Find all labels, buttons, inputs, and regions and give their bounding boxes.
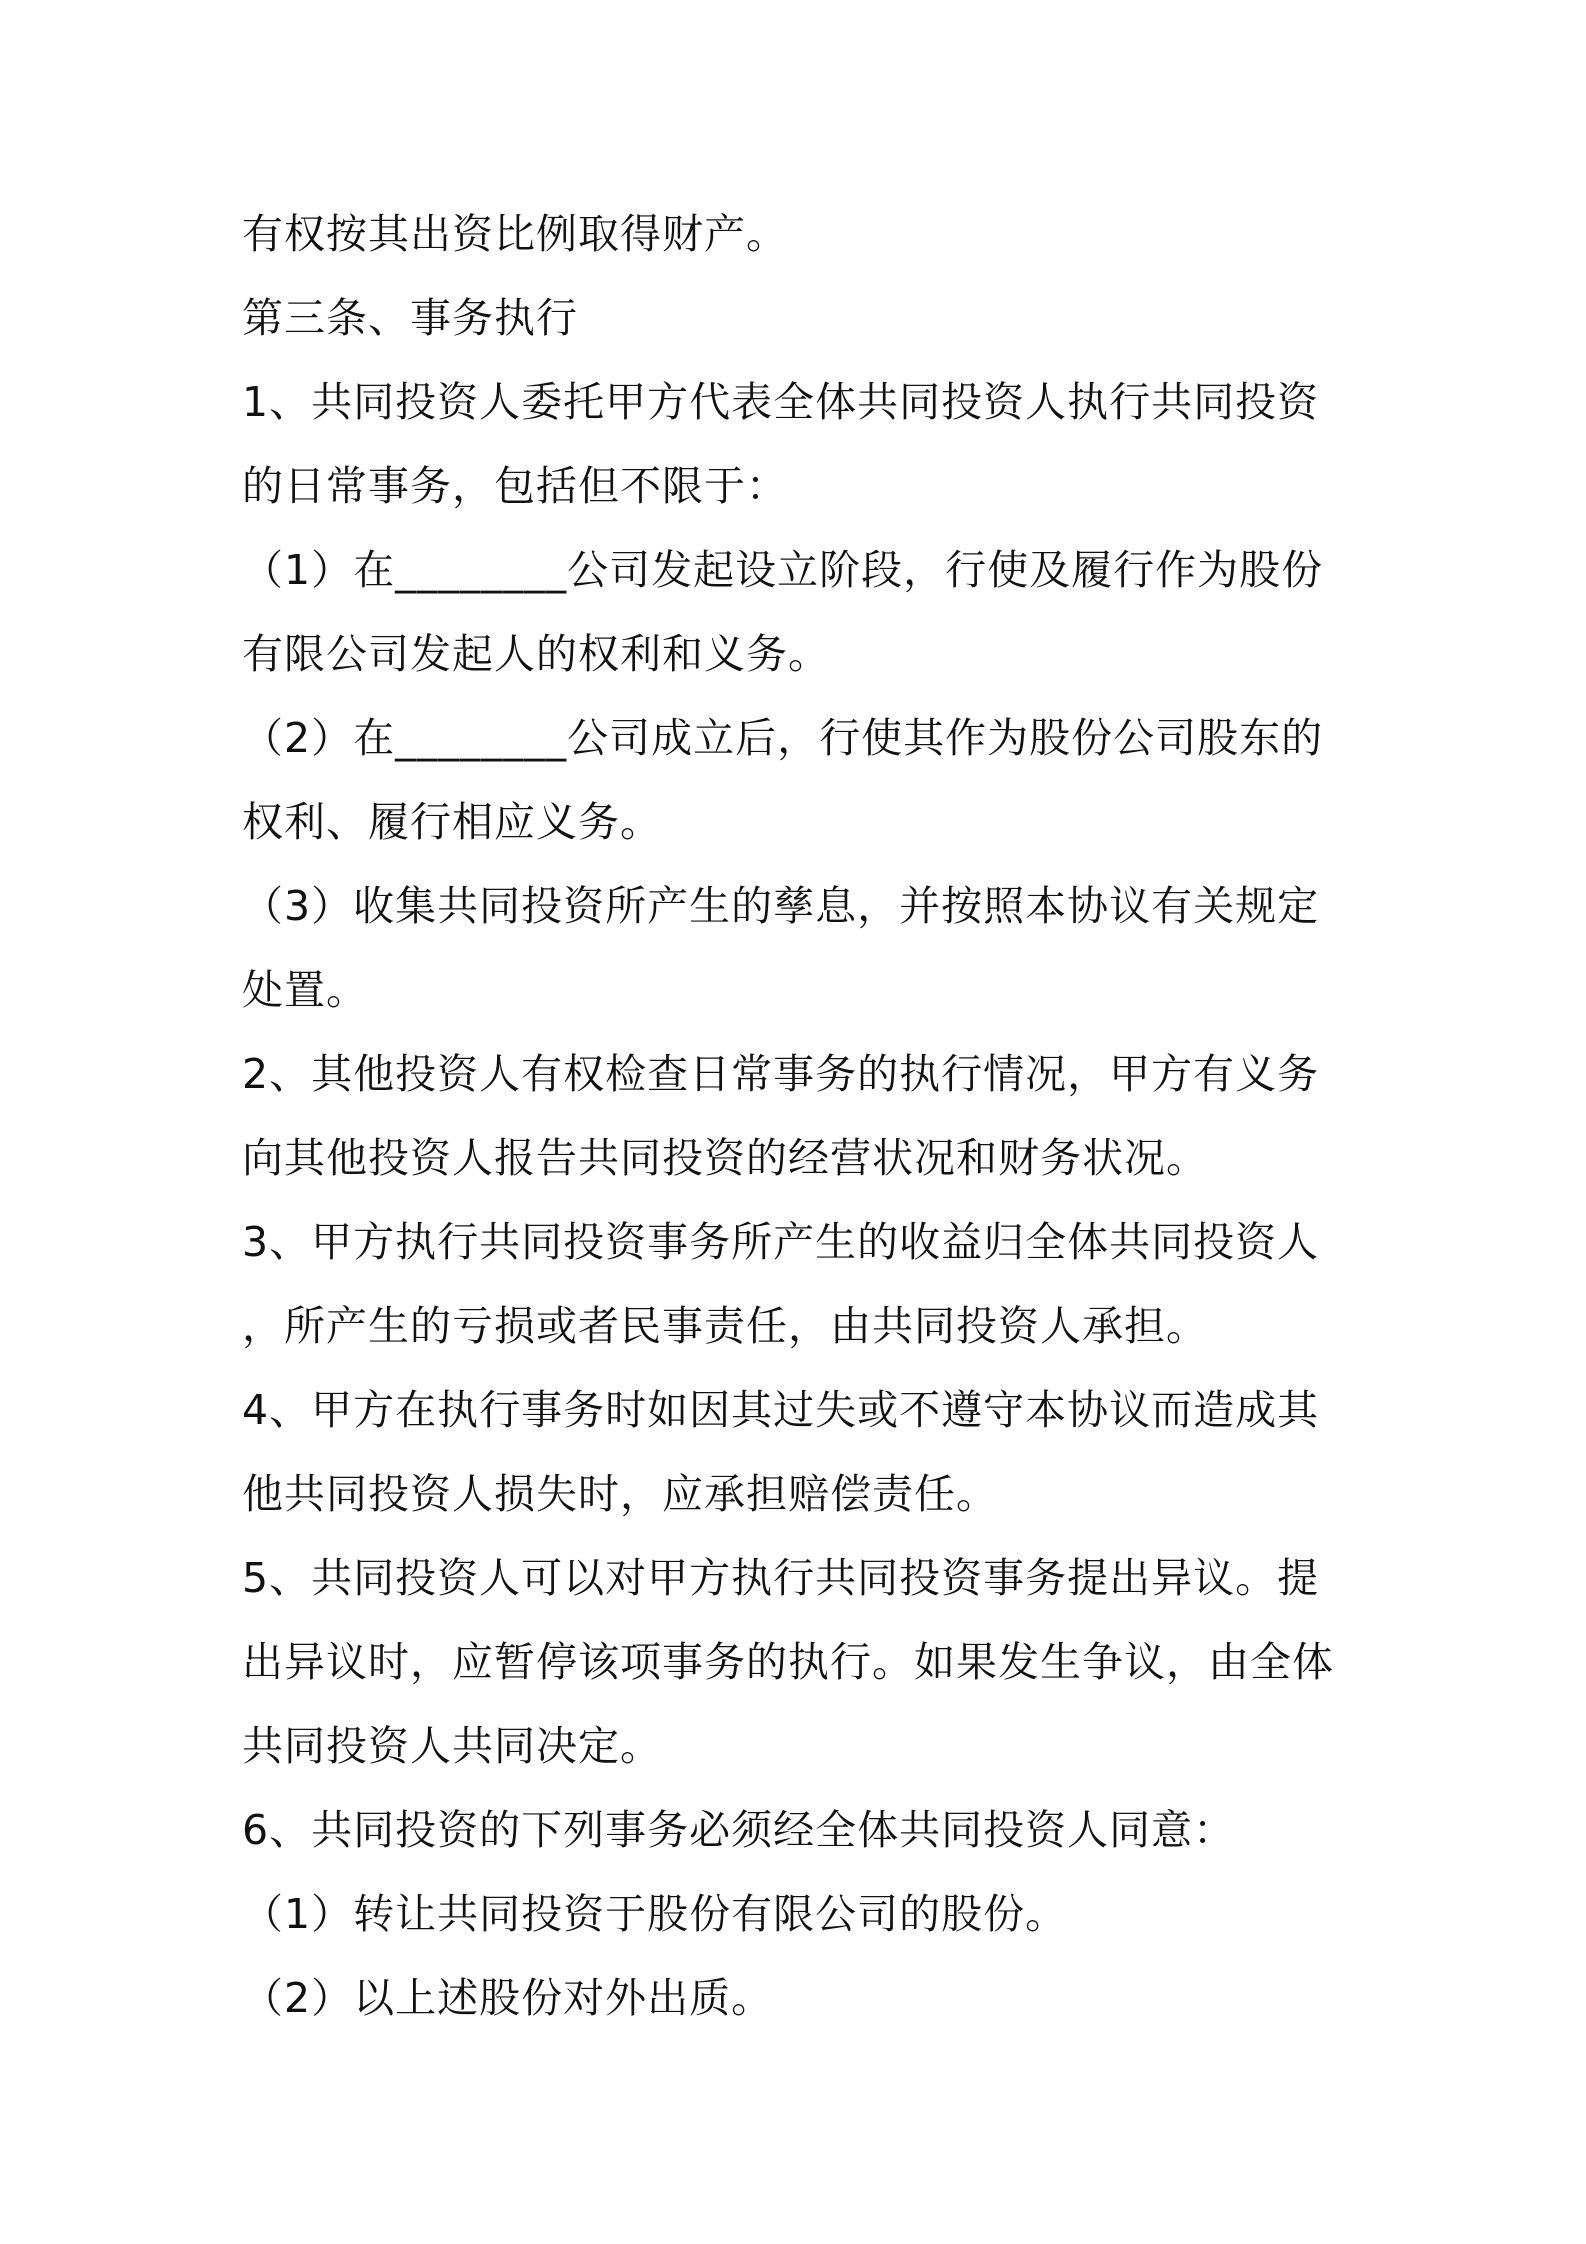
text-line: 4、甲方在执行事务时如因其过失或不遵守本协议而造成其 [242, 1386, 1320, 1434]
text-line: 1、共同投资人委托甲方代表全体共同投资人执行共同投资 [242, 378, 1320, 426]
text-line: ，所产生的亏损或者民事责任，由共同投资人承担。 [242, 1302, 1208, 1350]
text-line: 权利、履行相应义务。 [242, 798, 662, 846]
text-line: 他共同投资人损失时，应承担赔偿责任。 [242, 1470, 998, 1518]
text-line: （3）收集共同投资所产生的孳息，并按照本协议有关规定 [242, 882, 1320, 930]
text-line: 3、甲方执行共同投资事务所产生的收益归全体共同投资人 [242, 1218, 1320, 1266]
text-line: 6、共同投资的下列事务必须经全体共同投资人同意： [242, 1806, 1236, 1854]
text-line: 2、其他投资人有权检查日常事务的执行情况，甲方有义务 [242, 1050, 1320, 1098]
text-line: （1）在________公司发起设立阶段，行使及履行作为股份 [242, 546, 1324, 594]
text-line: （2）以上述股份对外出质。 [242, 1974, 774, 2022]
document-body [242, 192, 1362, 2040]
text-line: 向其他投资人报告共同投资的经营状况和财务状况。 [242, 1134, 1208, 1182]
text-line: 处置。 [242, 966, 368, 1014]
text-line: （1）转让共同投资于股份有限公司的股份。 [242, 1890, 1068, 1938]
text-line: 有限公司发起人的权利和义务。 [242, 630, 830, 678]
text-line: 5、共同投资人可以对甲方执行共同投资事务提出异议。提 [242, 1554, 1320, 1602]
text-line: 共同投资人共同决定。 [242, 1722, 662, 1770]
text-line: 有权按其出资比例取得财产。 [242, 210, 788, 258]
text-line: 的日常事务，包括但不限于： [242, 462, 788, 510]
section-heading: 第三条、事务执行 [242, 294, 578, 342]
text-line: （2）在________公司成立后，行使其作为股份公司股东的 [242, 714, 1324, 762]
text-line: 出异议时，应暂停该项事务的执行。如果发生争议，由全体 [242, 1638, 1334, 1686]
